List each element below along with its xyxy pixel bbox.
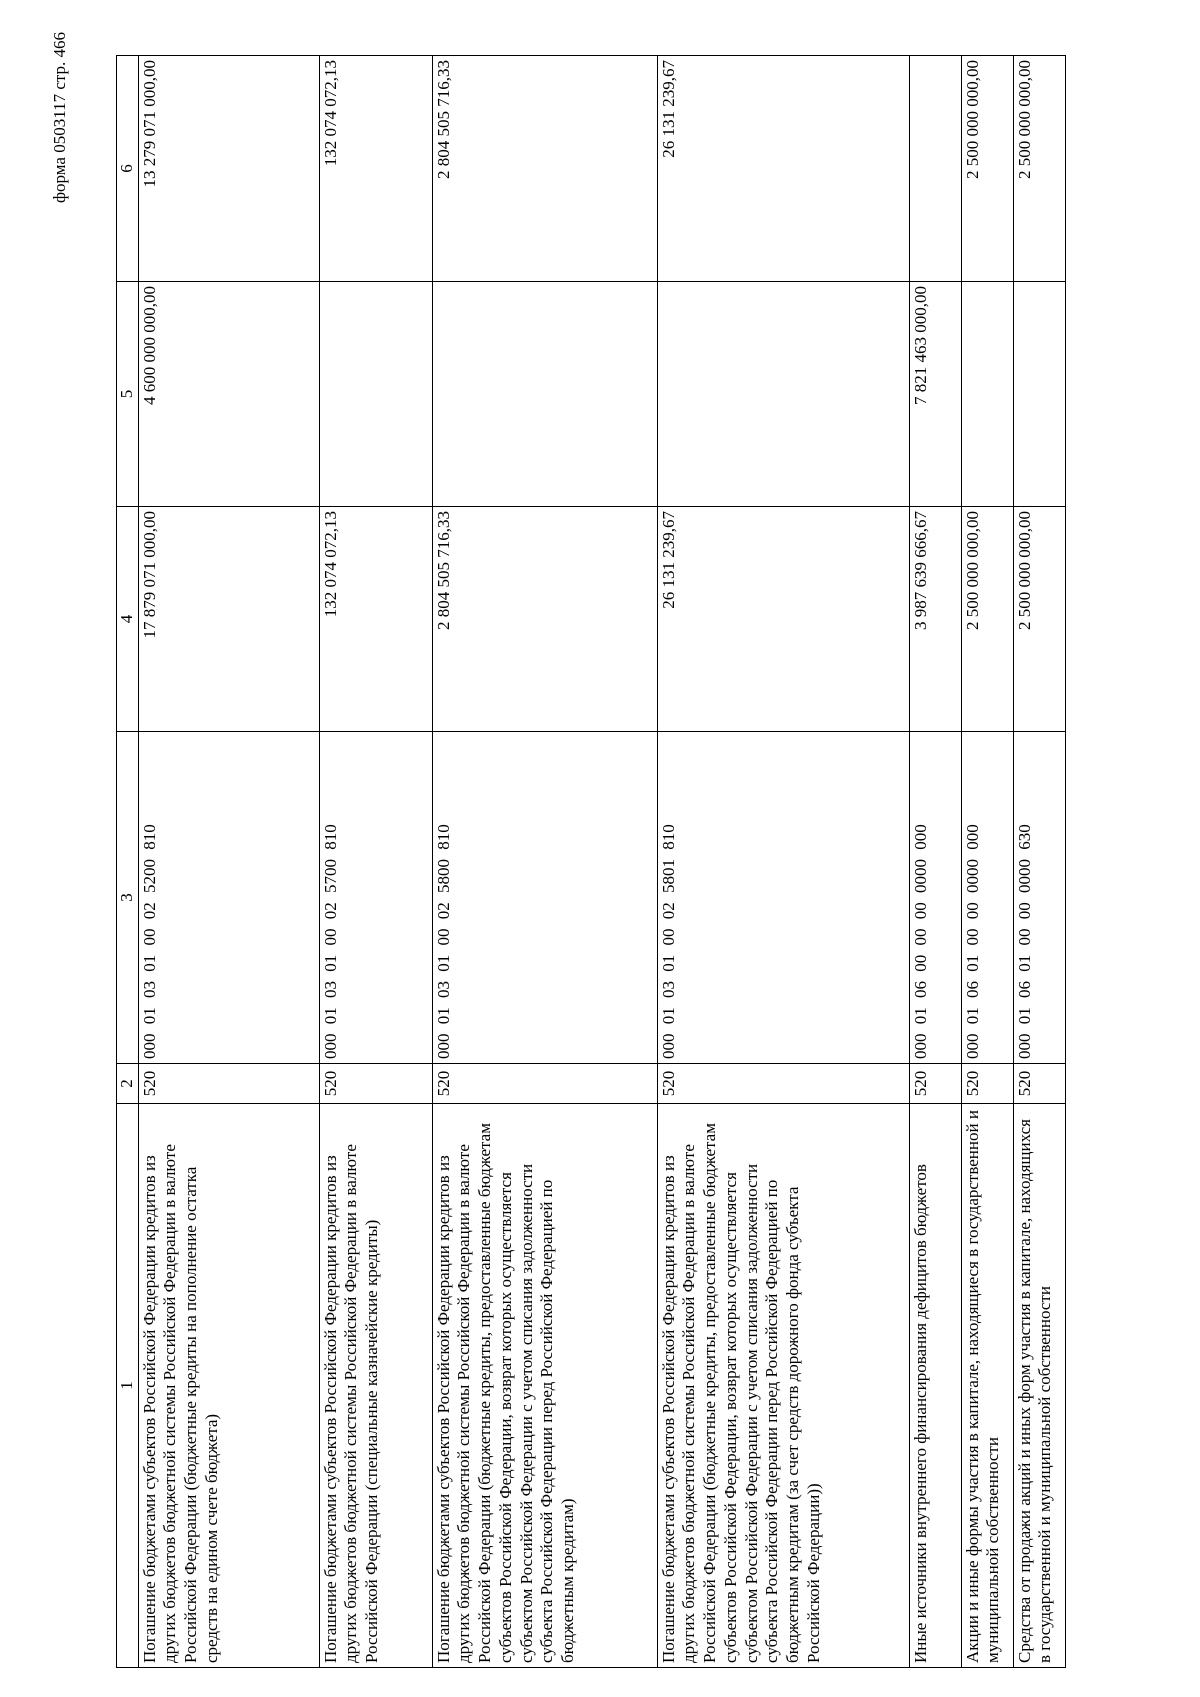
column-header: 3 xyxy=(117,732,139,1064)
executed-amount-a xyxy=(319,282,432,507)
table-row xyxy=(138,56,319,1668)
executed-amount-b: 2 804 505 716,33 xyxy=(432,56,657,282)
table-row xyxy=(961,56,1013,1668)
line-code: 520 xyxy=(319,1064,432,1104)
column-header: 5 xyxy=(117,282,139,507)
row-name: Акции и иные формы участия в капитале, находящиеся в государственной и муниципальной собственности xyxy=(961,1104,1013,1668)
executed-amount-b xyxy=(909,56,961,282)
line-code: 520 xyxy=(961,1064,1013,1104)
classification-code: 000 01 03 01 00 02 5801 810 xyxy=(657,732,909,1064)
executed-amount-a xyxy=(1013,282,1065,507)
approved-amount: 2 500 000 000,00 xyxy=(961,507,1013,732)
row-name: Погашение бюджетами субъектов Российской Федерации кредитов из других бюджетов бюджетной системы Российской Федерации в валюте Российской Федерации (бюджетные кредиты, предоставленные бюджетам субъектов Российской Федерации, возврат которых осуществляется субъектом Российской Федерации с учетом списания задолженности субъекта Российской Федерации перед Российской Федерацией по бюджетным кредитам (за счет средств дорожного фонда субъекта Российской Федерации)) xyxy=(657,1104,909,1668)
column-header: 1 xyxy=(117,1104,139,1668)
table-row xyxy=(909,56,961,1668)
column-header: 4 xyxy=(117,507,139,732)
column-number-row xyxy=(117,56,139,1668)
line-code: 520 xyxy=(138,1064,319,1104)
line-code: 520 xyxy=(432,1064,657,1104)
executed-amount-a: 7 821 463 000,00 xyxy=(909,282,961,507)
classification-code: 000 01 06 01 00 00 0000 000 xyxy=(961,732,1013,1064)
row-name: Погашение бюджетами субъектов Российской Федерации кредитов из других бюджетов бюджетной системы Российской Федерации в валюте Российской Федерации (бюджетные кредиты, предоставленные бюджетам субъектов Российской Федерации, возврат которых осуществляется субъектом Российской Федерации с учетом списания задолженности субъекта Российской Федерации перед Российской Федерацией по бюджетным кредитам) xyxy=(432,1104,657,1668)
approved-amount: 17 879 071 000,00 xyxy=(138,507,319,732)
line-code: 520 xyxy=(1013,1064,1065,1104)
row-name: Погашение бюджетами субъектов Российской Федерации кредитов из других бюджетов бюджетной системы Российской Федерации в валюте Российской Федерации (бюджетные кредиты на пополнение остатка средств на едином счете бюджета) xyxy=(138,1104,319,1668)
table-row xyxy=(657,56,909,1668)
executed-amount-b: 2 500 000 000,00 xyxy=(961,56,1013,282)
column-header: 6 xyxy=(117,56,139,282)
classification-code: 000 01 03 01 00 02 5700 810 xyxy=(319,732,432,1064)
executed-amount-b: 13 279 071 000,00 xyxy=(138,56,319,282)
table-row xyxy=(319,56,432,1668)
classification-code: 000 01 03 01 00 02 5200 810 xyxy=(138,732,319,1064)
executed-amount-a xyxy=(657,282,909,507)
table-row xyxy=(1013,56,1065,1668)
report-table xyxy=(116,55,1066,1668)
approved-amount: 132 074 072,13 xyxy=(319,507,432,732)
column-header: 2 xyxy=(117,1064,139,1104)
classification-code: 000 01 03 01 00 02 5800 810 xyxy=(432,732,657,1064)
approved-amount: 26 131 239,67 xyxy=(657,507,909,732)
executed-amount-a: 4 600 000 000,00 xyxy=(138,282,319,507)
classification-code: 000 01 06 01 00 00 0000 630 xyxy=(1013,732,1065,1064)
executed-amount-b: 2 500 000 000,00 xyxy=(1013,56,1065,282)
executed-amount-b: 132 074 072,13 xyxy=(319,56,432,282)
executed-amount-a xyxy=(961,282,1013,507)
table-row xyxy=(432,56,657,1668)
approved-amount: 2 500 000 000,00 xyxy=(1013,507,1065,732)
form-label: форма 0503117 стр. 466 xyxy=(50,32,69,203)
classification-code: 000 01 06 00 00 00 0000 000 xyxy=(909,732,961,1064)
line-code: 520 xyxy=(657,1064,909,1104)
approved-amount: 3 987 639 666,67 xyxy=(909,507,961,732)
executed-amount-b: 26 131 239,67 xyxy=(657,56,909,282)
row-name: Средства от продажи акций и иных форм участия в капитале, находящихся в государственной и муниципальной собственности xyxy=(1013,1104,1065,1668)
line-code: 520 xyxy=(909,1064,961,1104)
row-name: Погашение бюджетами субъектов Российской Федерации кредитов из других бюджетов бюджетной системы Российской Федерации в валюте Российской Федерации (специальные казначейские кредиты) xyxy=(319,1104,432,1668)
approved-amount: 2 804 505 716,33 xyxy=(432,507,657,732)
row-name: Иные источники внутреннего финансирования дефицитов бюджетов xyxy=(909,1104,961,1668)
executed-amount-a xyxy=(432,282,657,507)
